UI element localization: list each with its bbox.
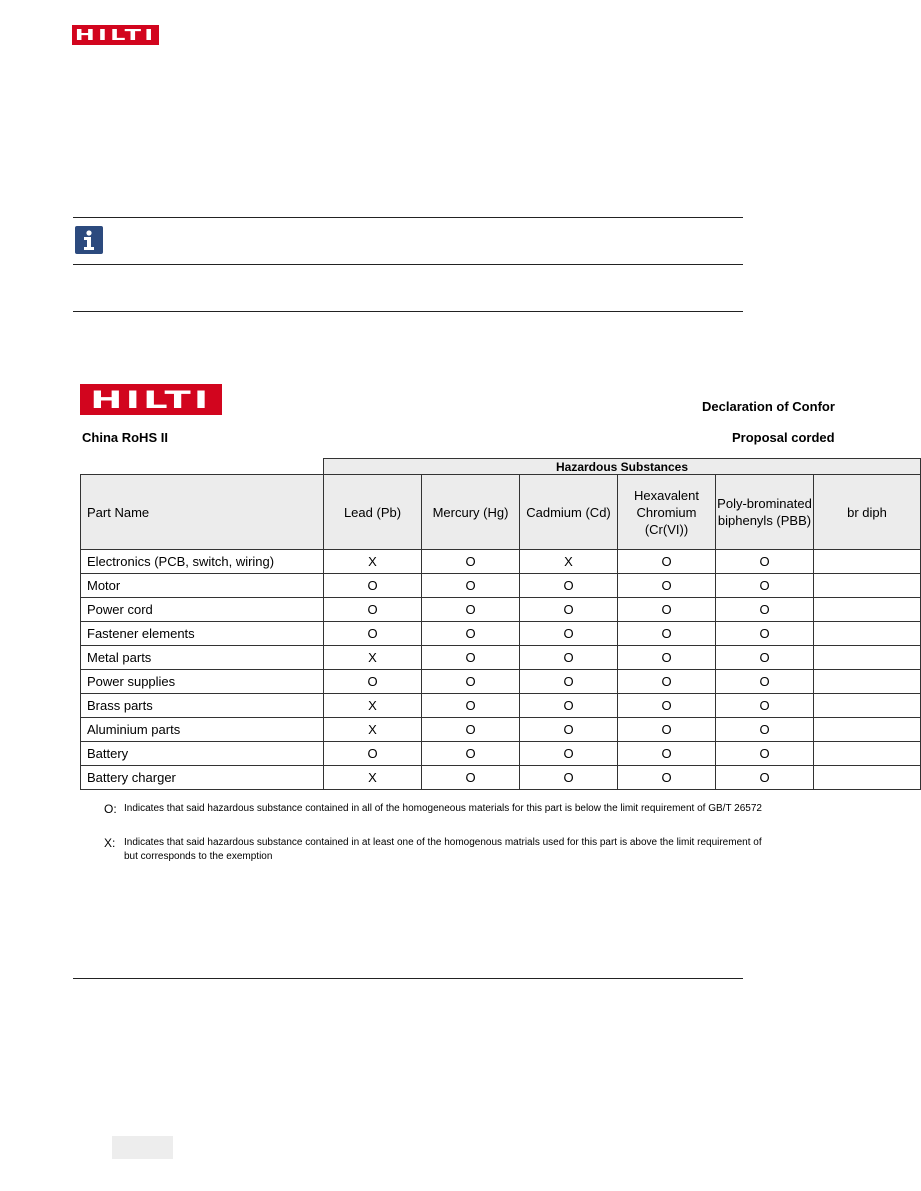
substance-cell: O xyxy=(324,670,422,694)
substance-cell: O xyxy=(618,718,716,742)
substance-cell: O xyxy=(618,574,716,598)
substance-cell: O xyxy=(422,550,520,574)
divider-top xyxy=(73,217,743,218)
substance-cell: O xyxy=(520,598,618,622)
substance-cell xyxy=(814,622,921,646)
substance-cell: O xyxy=(520,574,618,598)
substance-cell: O xyxy=(716,646,814,670)
substance-cell: O xyxy=(716,550,814,574)
column-header-4: Hexavalent Chromium (Cr(VI)) xyxy=(618,475,716,550)
substance-cell: O xyxy=(422,622,520,646)
substance-cell: X xyxy=(324,718,422,742)
table-row xyxy=(81,550,921,574)
substance-cell: O xyxy=(618,646,716,670)
substance-cell: O xyxy=(422,766,520,790)
info-icon-glyph xyxy=(75,226,103,254)
substance-cell: O xyxy=(520,670,618,694)
substance-cell: X xyxy=(324,766,422,790)
substance-cell: O xyxy=(422,742,520,766)
substance-cell: X xyxy=(520,550,618,574)
table-row xyxy=(81,574,921,598)
substance-cell: O xyxy=(618,622,716,646)
table-row xyxy=(81,670,921,694)
substance-cell xyxy=(814,742,921,766)
part-name-cell: Battery xyxy=(81,742,324,766)
table-row xyxy=(81,766,921,790)
table-row xyxy=(81,742,921,766)
substance-cell: O xyxy=(618,670,716,694)
substance-cell xyxy=(814,598,921,622)
table-row xyxy=(81,694,921,718)
part-name-cell: Motor xyxy=(81,574,324,598)
divider-middle xyxy=(73,264,743,265)
table-row xyxy=(81,598,921,622)
substance-cell: O xyxy=(618,694,716,718)
divider-bottom xyxy=(73,978,743,979)
substance-cell: O xyxy=(324,574,422,598)
part-name-cell: Electronics (PCB, switch, wiring) xyxy=(81,550,324,574)
substance-cell xyxy=(814,670,921,694)
column-header-5: Poly-brominated biphenyls (PBB) xyxy=(716,475,814,550)
substance-cell: O xyxy=(422,670,520,694)
table-row xyxy=(81,646,921,670)
note-x-text-continued: but corresponds to the exemption xyxy=(124,851,273,862)
note-x-text: Indicates that said hazardous substance contained in at least one of the homogenous matrials used for this part is above the limit requirement of xyxy=(124,837,762,848)
substance-cell: O xyxy=(324,622,422,646)
substance-cell xyxy=(814,646,921,670)
substance-cell: O xyxy=(716,598,814,622)
divider-section xyxy=(73,311,743,312)
substance-cell: O xyxy=(520,694,618,718)
substance-cell: O xyxy=(324,598,422,622)
note-o-text: Indicates that said hazardous substance contained in all of the homogeneous materials for this part is below the limit requirement of GB/T 26572 xyxy=(124,803,762,814)
proposal-label: Proposal corded xyxy=(732,430,835,445)
substance-cell: O xyxy=(422,598,520,622)
substance-cell: O xyxy=(520,742,618,766)
substance-cell: O xyxy=(716,622,814,646)
substance-cell xyxy=(814,694,921,718)
declaration-logo-text: HILTI xyxy=(90,385,212,414)
note-x-symbol: X: xyxy=(104,836,116,850)
substance-cell: X xyxy=(324,646,422,670)
part-name-cell: Brass parts xyxy=(81,694,324,718)
substance-cell: O xyxy=(520,718,618,742)
table-row xyxy=(81,622,921,646)
substance-cell: O xyxy=(324,742,422,766)
substance-cell: O xyxy=(716,766,814,790)
substance-cell: O xyxy=(716,670,814,694)
substance-cell: O xyxy=(716,694,814,718)
part-name-cell: Metal parts xyxy=(81,646,324,670)
column-header-3: Cadmium (Cd) xyxy=(520,475,618,550)
part-name-cell: Power supplies xyxy=(81,670,324,694)
substance-cell: O xyxy=(716,574,814,598)
substance-cell xyxy=(814,550,921,574)
rohs-table-container xyxy=(80,458,887,790)
logo-text: HILTI xyxy=(74,26,157,44)
part-name-cell: Power cord xyxy=(81,598,324,622)
part-name-cell: Battery charger xyxy=(81,766,324,790)
declaration-title: Declaration of Confor xyxy=(702,399,835,414)
table-corner xyxy=(81,459,324,475)
substance-cell: O xyxy=(422,718,520,742)
rohs-table xyxy=(80,458,921,790)
info-icon xyxy=(75,226,103,254)
substance-cell xyxy=(814,574,921,598)
substance-cell: O xyxy=(520,766,618,790)
column-header-1: Lead (Pb) xyxy=(324,475,422,550)
substance-cell xyxy=(814,718,921,742)
substance-cell: O xyxy=(618,550,716,574)
column-header-2: Mercury (Hg) xyxy=(422,475,520,550)
table-body xyxy=(81,550,921,790)
substance-cell: O xyxy=(520,646,618,670)
substance-cell xyxy=(814,766,921,790)
substance-cell: O xyxy=(618,598,716,622)
substance-cell: O xyxy=(618,766,716,790)
note-o-symbol: O: xyxy=(104,802,117,816)
substance-cell: O xyxy=(618,742,716,766)
regulation-label: China RoHS II xyxy=(82,430,168,445)
substance-cell: X xyxy=(324,694,422,718)
part-name-cell: Aluminium parts xyxy=(81,718,324,742)
substance-cell: O xyxy=(422,694,520,718)
hilti-logo xyxy=(72,25,159,45)
substance-cell: O xyxy=(520,622,618,646)
part-name-cell: Fastener elements xyxy=(81,622,324,646)
declaration-hilti-logo xyxy=(80,384,222,415)
substance-cell: O xyxy=(716,718,814,742)
column-header-row xyxy=(81,475,921,550)
substance-cell: O xyxy=(422,574,520,598)
hazardous-substances-header: Hazardous Substances xyxy=(324,459,921,475)
column-header-0: Part Name xyxy=(81,475,324,550)
substance-cell: X xyxy=(324,550,422,574)
page-footer-box xyxy=(112,1136,173,1159)
substance-cell: O xyxy=(422,646,520,670)
column-header-6: br diph xyxy=(814,475,921,550)
table-row xyxy=(81,718,921,742)
substance-cell: O xyxy=(716,742,814,766)
